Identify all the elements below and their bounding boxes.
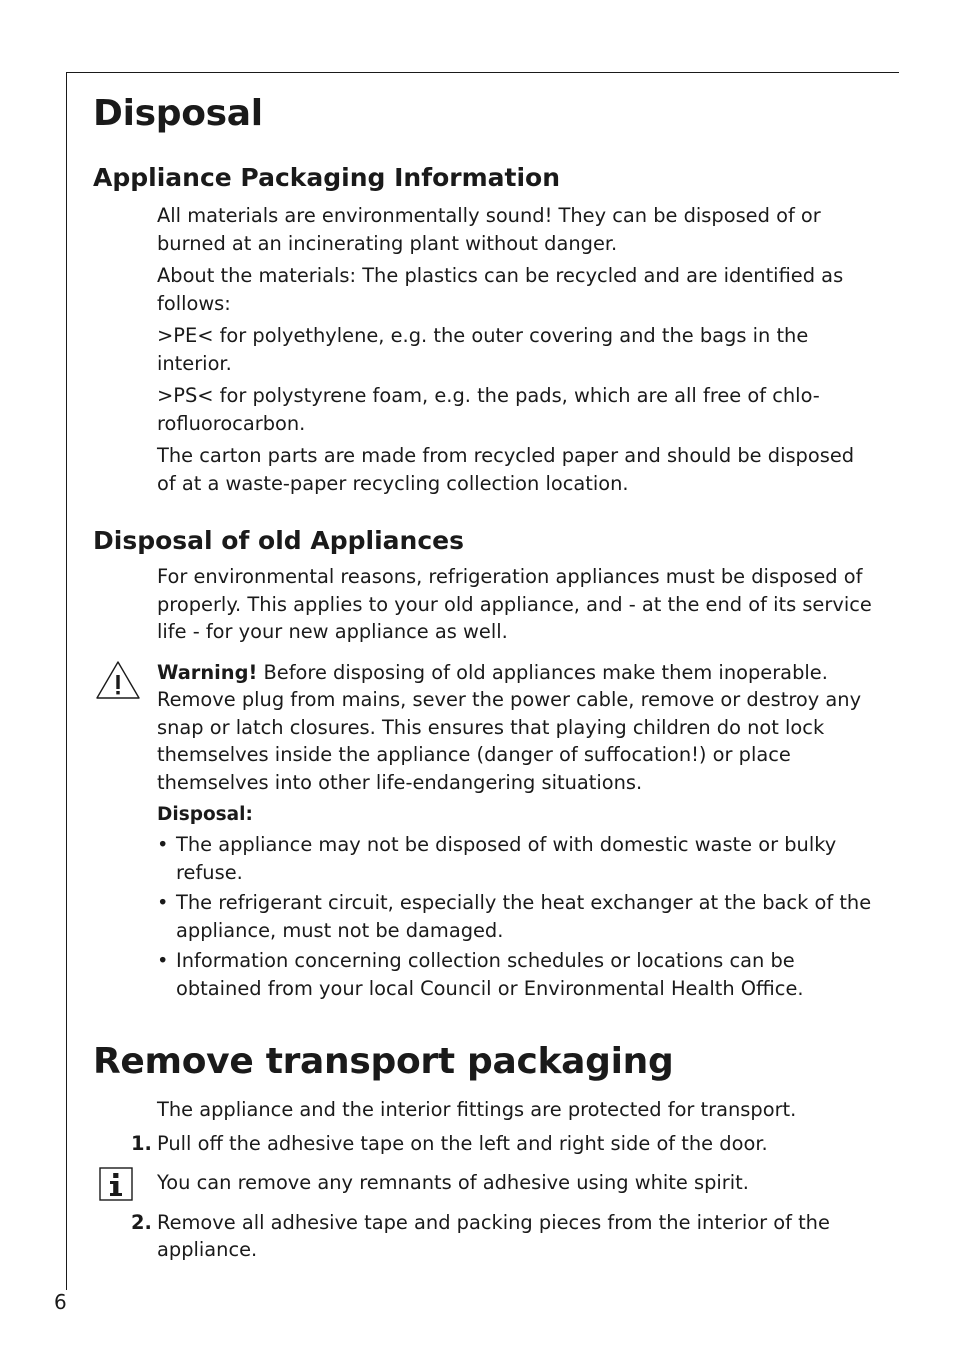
page-content bbox=[93, 88, 873, 1264]
packaging-body bbox=[157, 202, 873, 497]
old-appliances-intro: For environmental reasons, refrigeration appliances must be disposed of properly. This applies to your old appliance, and - at the end of its service life - for your new appliance as well. bbox=[157, 565, 872, 643]
transport-intro: The appliance and the interior fittings are protected for transport. bbox=[157, 1098, 797, 1121]
step-number: 2. bbox=[131, 1210, 152, 1234]
warning-paragraph bbox=[157, 659, 873, 797]
bullet-glyph: • bbox=[157, 833, 169, 856]
disposal-bullet-list bbox=[157, 831, 873, 1002]
disposal-title: Disposal bbox=[93, 93, 263, 134]
packaging-paragraph: The carton parts are made from recycled paper and should be disposed of at a waste-paper recycling collection location. bbox=[157, 444, 855, 495]
warning-label: Warning! bbox=[157, 660, 258, 684]
step-2 bbox=[131, 1209, 873, 1264]
transport-body bbox=[131, 1096, 873, 1264]
packaging-paragraph: All materials are environmentally sound! They can be disposed of or burned at an incinerating plant without danger. bbox=[157, 204, 821, 255]
packaging-paragraph: >PE< for polyethylene, e.g. the outer covering and the bags in the interior. bbox=[157, 324, 809, 375]
bullet-text: The appliance may not be disposed of with domestic waste or bulky refuse. bbox=[176, 833, 837, 884]
old-appliances-heading: Disposal of old Appliances bbox=[93, 526, 464, 555]
disposal-subheading: Disposal: bbox=[157, 804, 253, 825]
old-appliances-body bbox=[157, 563, 873, 1002]
info-note bbox=[157, 1169, 873, 1197]
packaging-paragraph: >PS< for polystyrene foam, e.g. the pads, which are all free of chlo-rofluorocarbon. bbox=[157, 384, 820, 435]
bullet-glyph: • bbox=[157, 891, 169, 914]
packaging-paragraph: About the materials: The plastics can be recycled and are identified as follows: bbox=[157, 264, 844, 315]
bullet-text: The refrigerant circuit, especially the heat exchanger at the back of the appliance, must not be damaged. bbox=[176, 891, 872, 942]
list-item bbox=[157, 831, 873, 886]
old-appliances-section bbox=[93, 523, 873, 1002]
warning-text: Before disposing of old appliances make them inoperable. Remove plug from mains, sever the power cable, remove or destroy any snap or latch closures. This ensures that playing children do not lock themselves inside the appliance (danger of suffocation!) or place themselves into other life-endangering situations. bbox=[157, 660, 862, 794]
transport-section bbox=[93, 1096, 873, 1264]
list-item bbox=[157, 947, 873, 1002]
page-frame-left-rule bbox=[66, 72, 67, 1290]
warning-note bbox=[157, 659, 873, 797]
step-number: 1. bbox=[131, 1131, 152, 1155]
page-frame-top-rule bbox=[66, 72, 899, 73]
info-text: You can remove any remnants of adhesive using white spirit. bbox=[157, 1171, 749, 1194]
warning-triangle-icon bbox=[95, 660, 141, 700]
step-text: Remove all adhesive tape and packing pieces from the interior of the appliance. bbox=[157, 1210, 830, 1261]
step-text: Pull off the adhesive tape on the left and right side of the door. bbox=[157, 1131, 768, 1155]
bullet-text: Information concerning collection schedules or locations can be obtained from your local Council or Environmental Health Office. bbox=[176, 949, 804, 1000]
page-number: 6 bbox=[54, 1290, 67, 1314]
step-1 bbox=[131, 1130, 873, 1158]
list-item bbox=[157, 889, 873, 944]
info-i-icon bbox=[99, 1167, 133, 1201]
bullet-glyph: • bbox=[157, 949, 169, 972]
transport-title: Remove transport packaging bbox=[93, 1041, 674, 1082]
packaging-heading: Appliance Packaging Information bbox=[93, 163, 561, 192]
packaging-section bbox=[93, 160, 873, 497]
